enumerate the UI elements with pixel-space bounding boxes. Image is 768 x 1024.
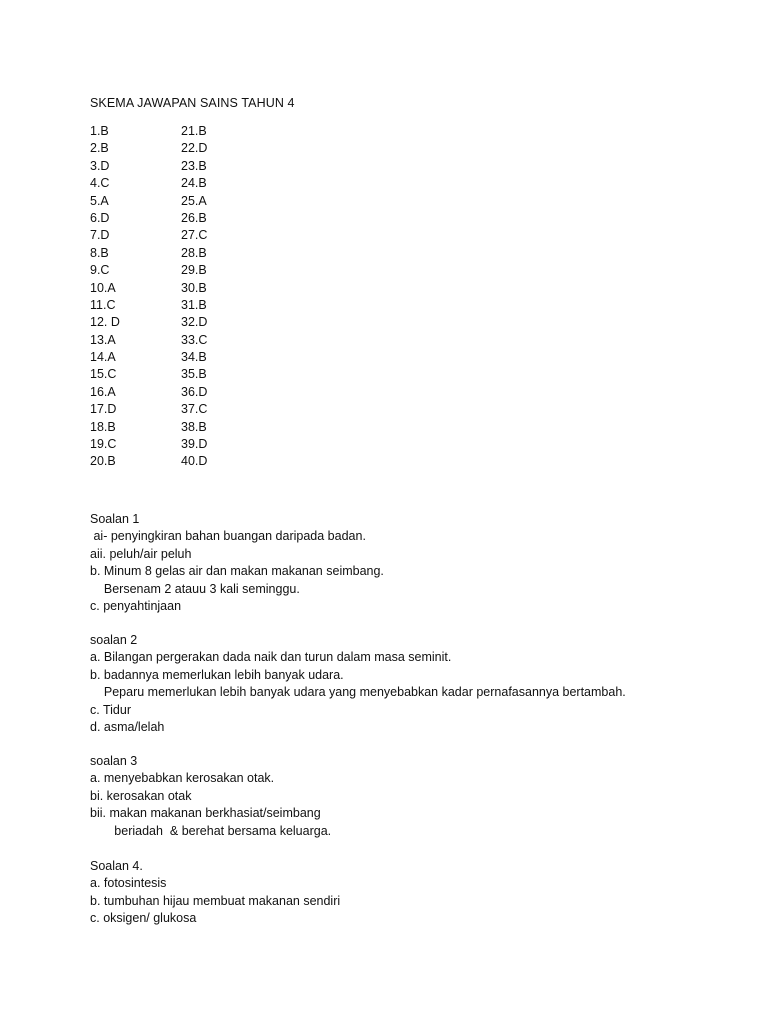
answer-right: 29.B <box>181 263 207 278</box>
answer-left: 14.A <box>90 350 116 365</box>
section-line: b. tumbuhan hijau membuat makanan sendiri <box>90 893 341 908</box>
answer-left: 12. D <box>90 315 120 330</box>
answer-right: 31.B <box>181 297 207 312</box>
answer-left: 20.B <box>90 454 116 469</box>
answer-row <box>90 140 207 157</box>
answer-row <box>90 158 207 175</box>
answer-left: 5.A <box>90 193 109 208</box>
answer-row <box>90 227 207 244</box>
section-title: Soalan 4. <box>90 859 143 873</box>
section-line: b. Minum 8 gelas air dan makan makanan seimbang. <box>90 564 384 579</box>
section-line: c. oksigen/ glukosa <box>90 911 197 926</box>
section-line: Bersenam 2 atauu 3 kali seminggu. <box>90 581 300 596</box>
answer-right: 27.C <box>181 228 208 243</box>
answer-right: 32.D <box>181 315 208 330</box>
section-soalan-2 <box>90 632 626 736</box>
answer-row <box>90 193 207 210</box>
answer-row <box>90 366 207 383</box>
answer-left: 16.A <box>90 384 116 399</box>
answer-left: 10.A <box>90 280 116 295</box>
section-line: Peparu memerlukan lebih banyak udara yang menyebabkan kadar pernafasannya bertambah. <box>90 685 626 700</box>
answer-right: 22.D <box>181 141 208 156</box>
answer-left: 9.C <box>90 263 110 278</box>
answer-right: 35.B <box>181 367 207 382</box>
answer-right: 38.B <box>181 419 207 434</box>
answer-left: 11.C <box>90 297 116 312</box>
answer-left: 2.B <box>90 141 109 156</box>
answer-row <box>90 436 207 453</box>
section-line: ai- penyingkiran bahan buangan daripada badan. <box>90 529 366 544</box>
answer-right: 34.B <box>181 350 207 365</box>
answer-key <box>90 123 207 471</box>
answer-right: 28.B <box>181 245 207 260</box>
answer-left: 6.D <box>90 210 110 225</box>
answer-left: 4.C <box>90 176 110 191</box>
answer-row <box>90 280 207 297</box>
answer-row <box>90 453 207 470</box>
answer-right: 26.B <box>181 210 207 225</box>
answer-left: 17.D <box>90 402 117 417</box>
answer-right: 39.D <box>181 437 208 452</box>
answer-left: 18.B <box>90 419 116 434</box>
answer-row <box>90 210 207 227</box>
answer-left: 7.D <box>90 228 110 243</box>
answer-row <box>90 123 207 140</box>
section-line: b. badannya memerlukan lebih banyak udara. <box>90 667 344 682</box>
answer-row <box>90 297 207 314</box>
answer-left: 13.A <box>90 332 116 347</box>
section-soalan-1 <box>90 511 384 615</box>
answer-right: 23.B <box>181 158 207 173</box>
answer-row <box>90 332 207 349</box>
answer-right: 40.D <box>181 454 208 469</box>
section-line: a. fotosintesis <box>90 876 167 891</box>
section-title: soalan 2 <box>90 633 138 647</box>
answer-row <box>90 419 207 436</box>
answer-left: 1.B <box>90 124 109 138</box>
answer-right: 24.B <box>181 176 207 191</box>
answer-right: 36.D <box>181 384 208 399</box>
answer-left: 19.C <box>90 437 117 452</box>
section-line: d. asma/lelah <box>90 719 165 734</box>
section-title: soalan 3 <box>90 754 138 768</box>
answer-left: 8.B <box>90 245 109 260</box>
answer-left: 15.C <box>90 367 117 382</box>
answer-right: 25.A <box>181 193 207 208</box>
answer-row <box>90 384 207 401</box>
answer-row <box>90 349 207 366</box>
section-line: aii. peluh/air peluh <box>90 546 192 561</box>
answer-right: 21.B <box>181 124 207 138</box>
answer-right: 30.B <box>181 280 207 295</box>
answer-row <box>90 245 207 262</box>
answer-row <box>90 401 207 418</box>
section-soalan-3 <box>90 753 331 840</box>
section-line: a. menyebabkan kerosakan otak. <box>90 771 275 786</box>
answer-row <box>90 175 207 192</box>
answer-left: 3.D <box>90 158 110 173</box>
document-title: SKEMA JAWAPAN SAINS TAHUN 4 <box>90 96 295 110</box>
answer-right: 37.C <box>181 402 208 417</box>
answer-row <box>90 262 207 279</box>
answer-row <box>90 314 207 331</box>
section-line: beriadah & berehat bersama keluarga. <box>90 823 332 838</box>
section-line: c. Tidur <box>90 702 131 717</box>
section-title: Soalan 1 <box>90 512 140 526</box>
section-line: bii. makan makanan berkhasiat/seimbang <box>90 806 321 821</box>
section-line: bi. kerosakan otak <box>90 788 192 803</box>
section-line: a. Bilangan pergerakan dada naik dan turun dalam masa seminit. <box>90 650 452 665</box>
section-soalan-4 <box>90 858 340 928</box>
answer-right: 33.C <box>181 332 208 347</box>
section-line: c. penyahtinjaan <box>90 598 182 613</box>
